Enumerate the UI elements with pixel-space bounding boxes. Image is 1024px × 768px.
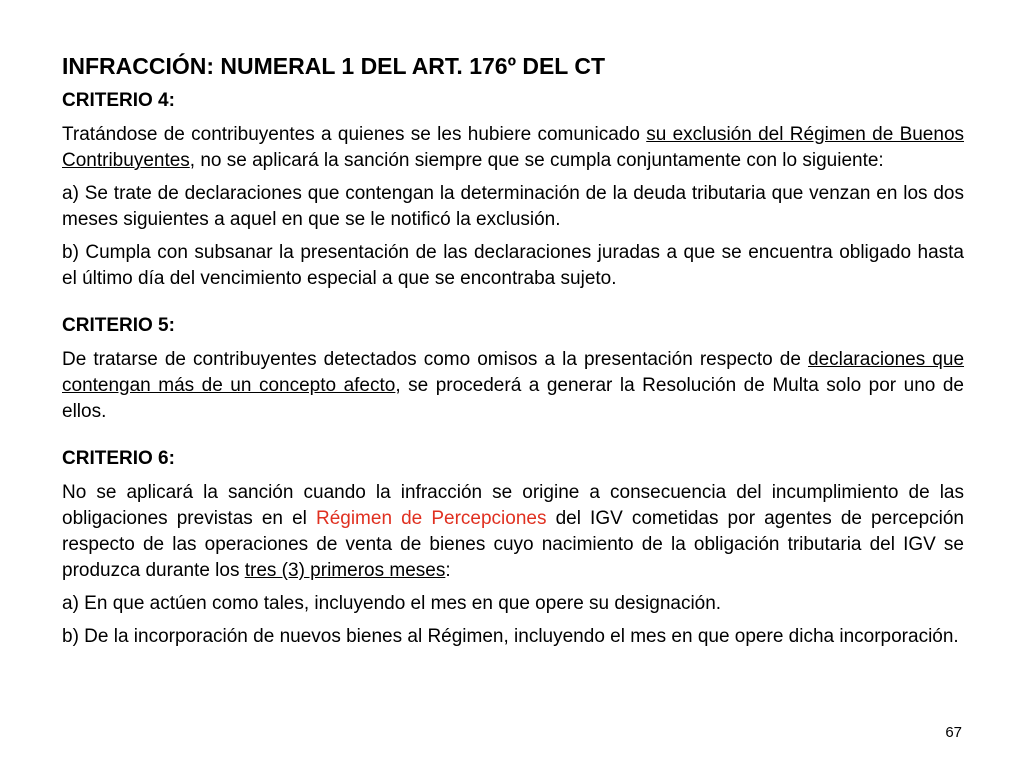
- slide-title: INFRACCIÓN: NUMERAL 1 DEL ART. 176º DEL CT: [62, 53, 605, 79]
- criterio-5-paragraph: [62, 347, 964, 425]
- criterio-6-red-text: Régimen de Percepciones: [315, 508, 547, 529]
- criterio-6-heading: CRITERIO 6:: [62, 448, 175, 469]
- criterio-6-item-a: a) En que actúen como tales, incluyendo el mes en que opere su designación.: [62, 593, 722, 614]
- criterio-4-paragraph: [62, 122, 964, 174]
- section-spacer: [62, 432, 964, 446]
- criterio-6-text-c: :: [445, 560, 451, 581]
- criterio-4-text-b: , no se aplicará la sanción siempre que se cumpla conjuntamente con lo siguiente:: [189, 150, 884, 171]
- criterio-6-text-a: No se aplicará la sanción cuando la infracción se origine a consecuencia del incumplimiento de las obligaciones previstas en el: [62, 482, 964, 529]
- criterio-4-underlined-text: su exclusión del Régimen de Buenos Contribuyentes: [62, 124, 965, 171]
- criterio-6-text-b: del IGV cometidas por agentes de percepción respecto de las operaciones de venta de bienes cuyo nacimiento de la obligación tributaria del IGV se produzca durante los: [62, 508, 965, 581]
- criterio-6-paragraph: [62, 480, 964, 584]
- criterio-5-heading: CRITERIO 5:: [62, 315, 175, 336]
- criterio-6-underlined-text: tres (3) primeros meses: [244, 560, 446, 581]
- criterio-6-item-b: b) De la incorporación de nuevos bienes al Régimen, incluyendo el mes en que opere dicha incorporación.: [62, 626, 959, 647]
- criterio-4-item-a: a) Se trate de declaraciones que contengan la determinación de la deuda tributaria que venzan en los dos meses siguientes a aquel en que se le notificó la exclusión.: [62, 183, 964, 230]
- criterio-4-heading: CRITERIO 4:: [62, 90, 175, 111]
- criterio-4-item-b: b) Cumpla con subsanar la presentación de las declaraciones juradas a que se encuentra obligado hasta el último día del vencimiento especial a que se encontraba sujeto.: [62, 242, 964, 289]
- page-number: 67: [945, 724, 962, 741]
- section-spacer: [62, 299, 964, 313]
- criterio-5-text-a: De tratarse de contribuyentes detectados como omisos a la presentación respecto de: [62, 349, 808, 370]
- criterio-4-text-a: Tratándose de contribuyentes a quienes se les hubiere comunicado: [62, 124, 647, 145]
- criterio-5-underlined-text: declaraciones que contengan más de un concepto afecto: [62, 349, 965, 396]
- slide-content: [62, 50, 964, 657]
- criterio-5-text-b: , se procederá a generar la Resolución de Multa solo por uno de ellos.: [62, 375, 964, 422]
